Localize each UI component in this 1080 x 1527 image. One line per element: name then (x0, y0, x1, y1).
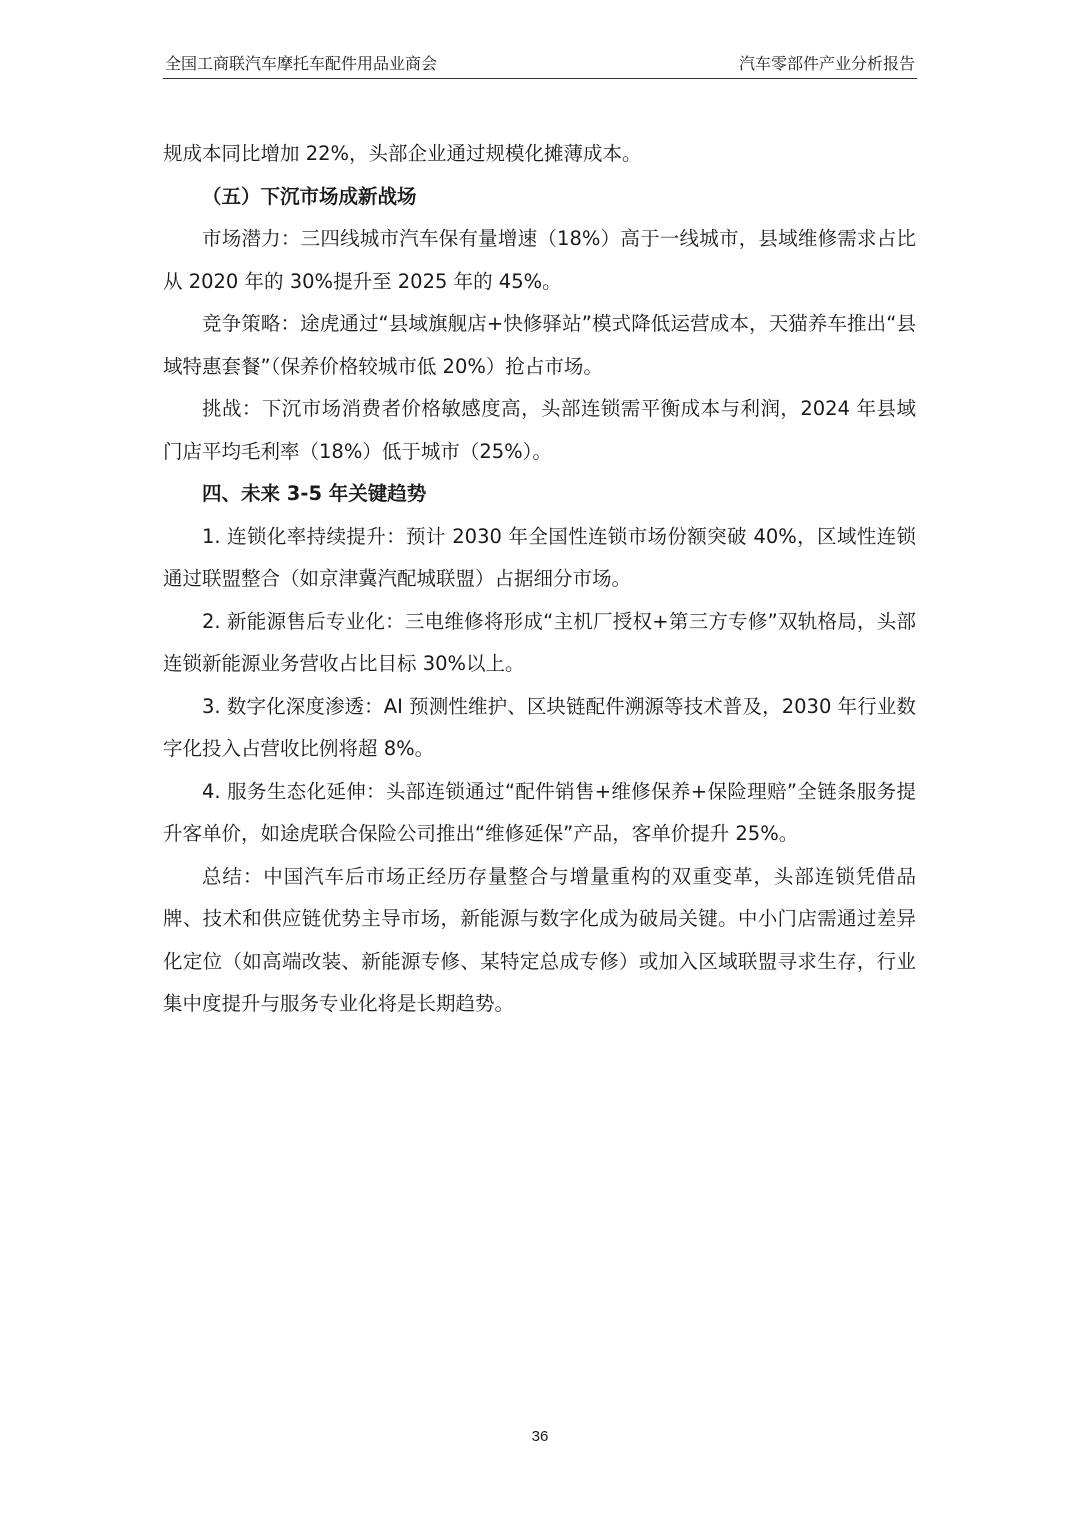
trend-item-3: 3. 数字化深度渗透：AI 预测性维护、区块链配件溯源等技术普及，2030 年行业数字化投入占营收比例将超 8%。 (163, 694, 916, 760)
trend-item-4: 4. 服务生态化延伸：头部连锁通过“配件销售+维修保养+保险理赔”全链条服务提升客单价，如途虎联合保险公司推出“维修延保”产品，客单价提升 25%。 (163, 779, 916, 845)
trend-item-1: 1. 连锁化率持续提升：预计 2030 年全国性连锁市场份额突破 40%，区域性连锁通过联盟整合（如京津冀汽配城联盟）占据细分市场。 (163, 524, 916, 590)
page-content (163, 133, 916, 1026)
paragraph-market-potential: 市场潜力：三四线城市汽车保有量增速（18%）高于一线城市，县域维修需求占比从 2020 年的 30%提升至 2025 年的 45%。 (163, 227, 916, 293)
section-heading-4: 四、未来 3-5 年关键趋势 (202, 482, 427, 505)
paragraph-challenge: 挑战：下沉市场消费者价格敏感度高，头部连锁需平衡成本与利润，2024 年县域门店平均毛利率（18%）低于城市（25%）。 (163, 397, 916, 463)
header-report-title: 汽车零部件产业分析报告 (738, 54, 915, 73)
page-number: 36 (531, 1428, 549, 1445)
page-header (163, 54, 917, 79)
paragraph-summary: 总结：中国汽车后市场正经历存量整合与增量重构的双重变革，头部连锁凭借品牌、技术和供应链优势主导市场，新能源与数字化成为破局关键。中小门店需通过差异化定位（如高端改装、新能源专修、某特定总成专修）或加入区域联盟寻求生存，行业集中度提升与服务专业化将是长期趋势。 (163, 864, 916, 1015)
paragraph-continued: 规成本同比增加 22%，头部企业通过规模化摊薄成本。 (163, 142, 642, 165)
trend-item-2: 2. 新能源售后专业化：三电维修将形成“主机厂授权+第三方专修”双轨格局，头部连锁新能源业务营收占比目标 30%以上。 (163, 609, 916, 675)
section-heading-5: （五）下沉市场成新战场 (202, 184, 417, 208)
paragraph-competition-strategy: 竞争策略：途虎通过“县域旗舰店+快修驿站”模式降低运营成本，天猫养车推出“县域特惠套餐”（保养价格较城市低 20%）抢占市场。 (163, 312, 916, 378)
header-organization: 全国工商联汽车摩托车配件用品业商会 (165, 54, 438, 73)
